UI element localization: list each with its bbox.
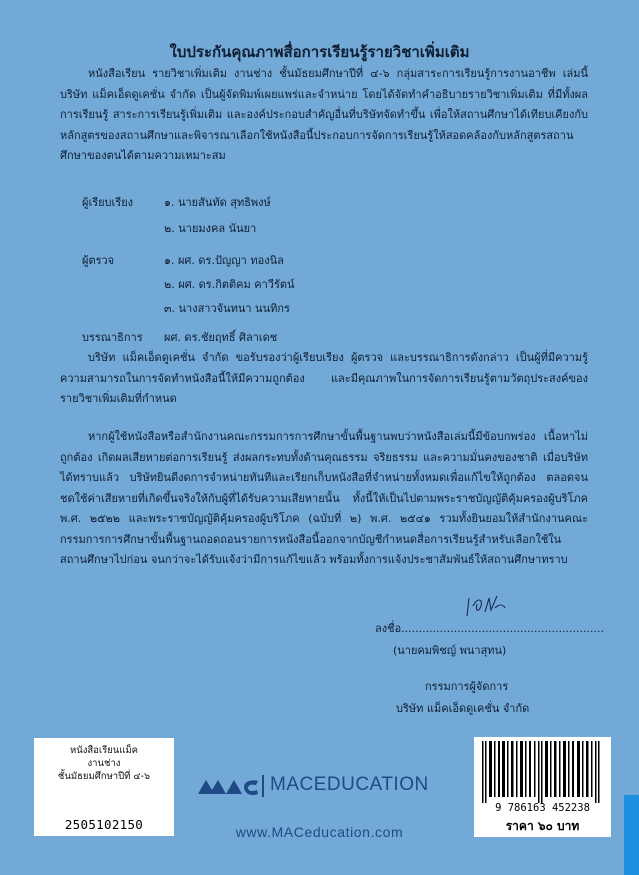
code-label-line-3: ชั้นมัธยมศึกษาปีที่ ๔-๖ [57, 771, 151, 782]
code-label-line-2: งานช่าง [87, 758, 121, 769]
reviewers-label: ผู้ตรวจ [82, 254, 115, 267]
reviewer-2: ๒. ผศ. ดร.กิตติคม คาวีรัตน์ [164, 278, 295, 291]
price-label: ราคา ๖๐ บาท [505, 819, 580, 833]
isbn-barcode-box [474, 737, 611, 837]
brand-name: MACEDUCATION [270, 774, 429, 795]
warranty-paragraph: หากผู้ใช้หนังสือหรือสำนักงานคณะกรรมการการศึกษาขั้นพื้นฐานพบว่าหนังสือเล่มนี้มีข้อบกพร่อง เนื้อหาไม่ถูกต้อง เกิดผลเสียหายต่อการเรียนรู้ ส่งผลกระทบทั้งด้านคุณธรรม จริยธรรม และความมั่นคงของชาติ เมื่อบริษัทได้ทราบแล้ว บริษัทยินดีงดการจำหน่ายทันทีและเรียกเก็บหนังสือที่จำหน่ายทั้งหมดเพื่อแก้ไขให้ถูกต้อง ตลอดจนชดใช้ค่าเสียหายที่เกิดขึ้นจริงให้กับผู้ที่ได้รับความเสียหายนั้น ทั้งนี้ให้เป็นไปตามพระราชบัญญัติคุ้มครองผู้บริโภค พ.ศ. ๒๕๒๒ และพระราชบัญญัติคุ้มครองผู้บริโภค (ฉบับที่ ๒) พ.ศ. ๒๕๔๑ รวมทั้งยินยอมให้สำนักงานคณะกรรมการการศึกษาขั้นพื้นฐานถอดถอนรายการหนังสือนี้ออกจากบัญชีกำหนดสื่อการเรียนรู้สำหรับเลือกใช้ในสถานศึกษาไปก่อน จนกว่าจะได้รับแจ้งว่ามีการแก้ไขแล้ว พร้อมทั้งการแจ้งประชาสัมพันธ์ให้สถานศึกษาทราบ [60, 430, 588, 566]
logo-separator [262, 775, 264, 797]
page-title: ใบประกันคุณภาพสื่อการเรียนรู้รายวิชาเพิ่มเติม [169, 43, 470, 61]
reviewer-3: ๓. นางสาวจันทนา นนทิกร [164, 302, 290, 315]
signer-company: บริษัท แม็คเอ็ดดูเคชั่น จำกัด [396, 702, 530, 715]
reviewer-1: ๑. ผศ. ดร.ปัญญา ทองนิล [164, 254, 284, 267]
certify-paragraph: บริษัท แม็คเอ็ดดูเคชั่น จำกัด ขอรับรองว่าผู้เรียบเรียง ผู้ตรวจ และบรรณาธิการดังกล่าว เป็นผู้ที่มีความรู้ความสามารถในการจัดทำหนังสือนี้ให้มีความถูกต้อง และมีคุณภาพในการจัดการเรียนรู้ตามวัตถุประสงค์ของรายวิชาเพิ่มเติมที่กำหนด [60, 351, 588, 405]
internal-code-label [34, 738, 174, 836]
mac-logo-icon [196, 776, 260, 796]
internal-code-number: 2505102150 [64, 817, 144, 832]
authors-label: ผู้เรียบเรียง [82, 196, 134, 209]
author-2: ๒. นายมงคล นันยา [164, 222, 257, 235]
code-label-lines [34, 738, 174, 783]
editor-name: ผศ. ดร.ชัยฤทธิ์ ศิลาเดช [164, 331, 278, 344]
signer-name: (นายคมพิชญ์ พนาสุทน) [393, 644, 507, 657]
signer-position: กรรมการผู้จัดการ [425, 680, 509, 693]
signature-mark [463, 592, 507, 620]
brand-logo [196, 774, 452, 798]
author-1: ๑. นายสันทัด สุทธิพงษ์ [164, 196, 271, 209]
isbn-barcode-icon [480, 741, 606, 803]
editor-label: บรรณาธิการ [82, 331, 143, 344]
website-url: www.MACeducation.com [235, 824, 404, 840]
code-label-line-1: หนังสือเรียนแม็ค [69, 745, 139, 756]
intro-paragraph: หนังสือเรียน รายวิชาเพิ่มเติม งานช่าง ชั้นมัธยมศึกษาปีที่ ๔-๖ กลุ่มสาระการเรียนรู้การงานอาชีพ เล่มนี้ บริษัท แม็คเอ็ดดูเคชั่น จำกัด เป็นผู้จัดพิมพ์เผยแพร่และจำหน่าย โดยได้จัดทำคำอธิบายรายวิชาเพิ่มเติม ที่มีทั้งผลการเรียนรู้ สาระการเรียนรู้เพิ่มเติม และองค์ประกอบสำคัญอื่นที่บริษัทจัดทำขึ้น เพื่อให้สถานศึกษาได้เทียบเคียงกับหลักสูตรของสถานศึกษาและพิจารณาเลือกใช้หนังสือนี้ประกอบการจัดการเรียนรู้ให้สอดคล้องกับหลักสูตรสถานศึกษาของตนได้ตามความเหมาะสม [60, 67, 588, 162]
sign-line: ลงชื่อ.......................................................... [375, 622, 604, 635]
edge-strip [624, 795, 639, 875]
isbn-number: 9 786163 452238 [495, 802, 590, 814]
